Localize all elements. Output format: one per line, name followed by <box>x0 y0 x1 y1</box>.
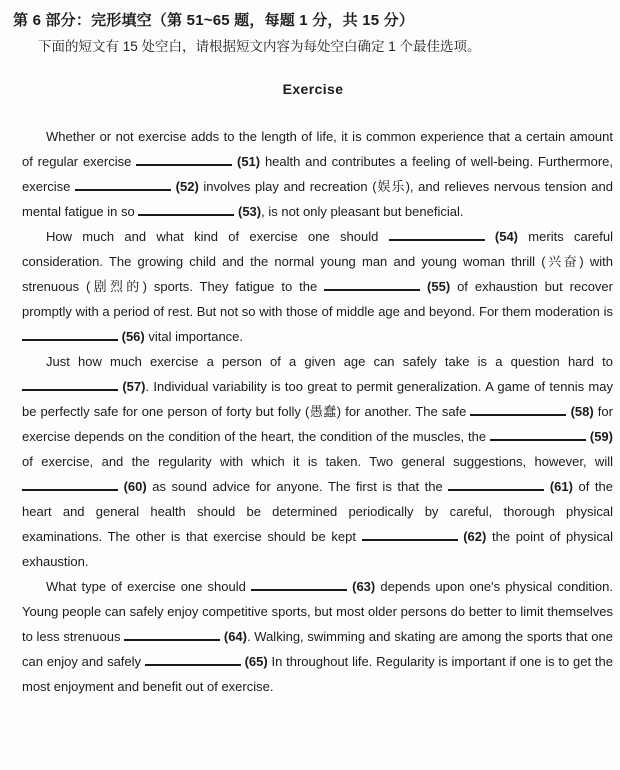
blank-number: (61) <box>549 479 573 494</box>
blank-number: (57) <box>122 379 146 394</box>
answer-blank-line <box>145 653 241 666</box>
passage <box>22 124 613 699</box>
answer-blank-line <box>22 328 118 341</box>
blank-number: (56) <box>121 329 145 344</box>
answer-blank-line <box>251 578 347 591</box>
answer-blank-line <box>490 428 586 441</box>
answer-blank-line <box>22 478 118 491</box>
blank-number: (62) <box>463 529 487 544</box>
answer-blank-line <box>75 178 171 191</box>
passage-paragraph: How much and what kind of exercise one should (54) merits careful consideration. The growing child and the normal young man and young woman thrill (兴奋) with strenuous (剧烈的) sports. They fatigue to the (55) of exhaustion but recover promptly with a period of rest. But not so with those of middle age and beyond. For them moderation is (56) vital importance. <box>22 229 613 344</box>
blank-number: (65) <box>244 654 268 669</box>
passage-paragraph: Just how much exercise a person of a given age can safely take is a question hard to (57). Individual variability is too great to permit generalization. A game of tennis may be perfectly safe for one person of forty but folly (愚蠢) for another. The safe (58) for exercise depends on the condition of the heart, the condition of the muscles, the (59) of exercise, and the regularity with which it is taken. Two general suggestions, however, will (60) as sound advice for anyone. The first is that the (61) of the heart and general health should be determined periodically by careful, thorough physical examinations. The other is that exercise should be kept (62) the point of physical exhaustion. <box>22 354 613 569</box>
answer-blank-line <box>389 228 485 241</box>
answer-blank-line <box>448 478 544 491</box>
blank-number: (59) <box>589 429 613 444</box>
blank-number: (51) <box>237 154 261 169</box>
blank-number: (53) <box>237 204 262 219</box>
blank-number: (64) <box>223 629 247 644</box>
section-header: 第 6 部分：完形填空（第 51~65 题，每题 1 分，共 15 分） <box>13 12 415 29</box>
blank-number: (55) <box>427 279 451 294</box>
instructions-line: 下面的短文有 15 处空白，请根据短文内容为每处空白确定 1 个最佳选项。 <box>38 39 481 54</box>
answer-blank-line <box>362 528 458 541</box>
blank-number: (60) <box>123 479 147 494</box>
passage-paragraph: Whether or not exercise adds to the length of life, it is common experience that a certain amount of regular exercise (51) health and contributes a feeling of well-being. Furthermore, exercise (52) involves play and recreation (娱乐), and relieves nervous tension and mental fatigue in so (53), is not only pleasant but beneficial. <box>22 129 613 219</box>
blank-number: (63) <box>352 579 376 594</box>
blank-number: (52) <box>175 179 199 194</box>
answer-blank-line <box>22 378 118 391</box>
passage-paragraph: What type of exercise one should (63) depends upon one's physical condition. Young people can safely enjoy competitive sports, but most older persons do better to limit themselves to less strenuous (64). Walking, swimming and skating are among the sports that one can enjoy and safely (65) In throughout life. Regularity is important if one is to get the most enjoyment and benefit out of exercise. <box>22 579 613 694</box>
passage-title: Exercise <box>282 81 344 97</box>
answer-blank-line <box>324 278 420 291</box>
answer-blank-line <box>136 153 232 166</box>
answer-blank-line <box>470 403 566 416</box>
answer-blank-line <box>138 203 234 216</box>
answer-blank-line <box>124 628 220 641</box>
blank-number: (54) <box>494 229 519 244</box>
blank-number: (58) <box>570 404 594 419</box>
